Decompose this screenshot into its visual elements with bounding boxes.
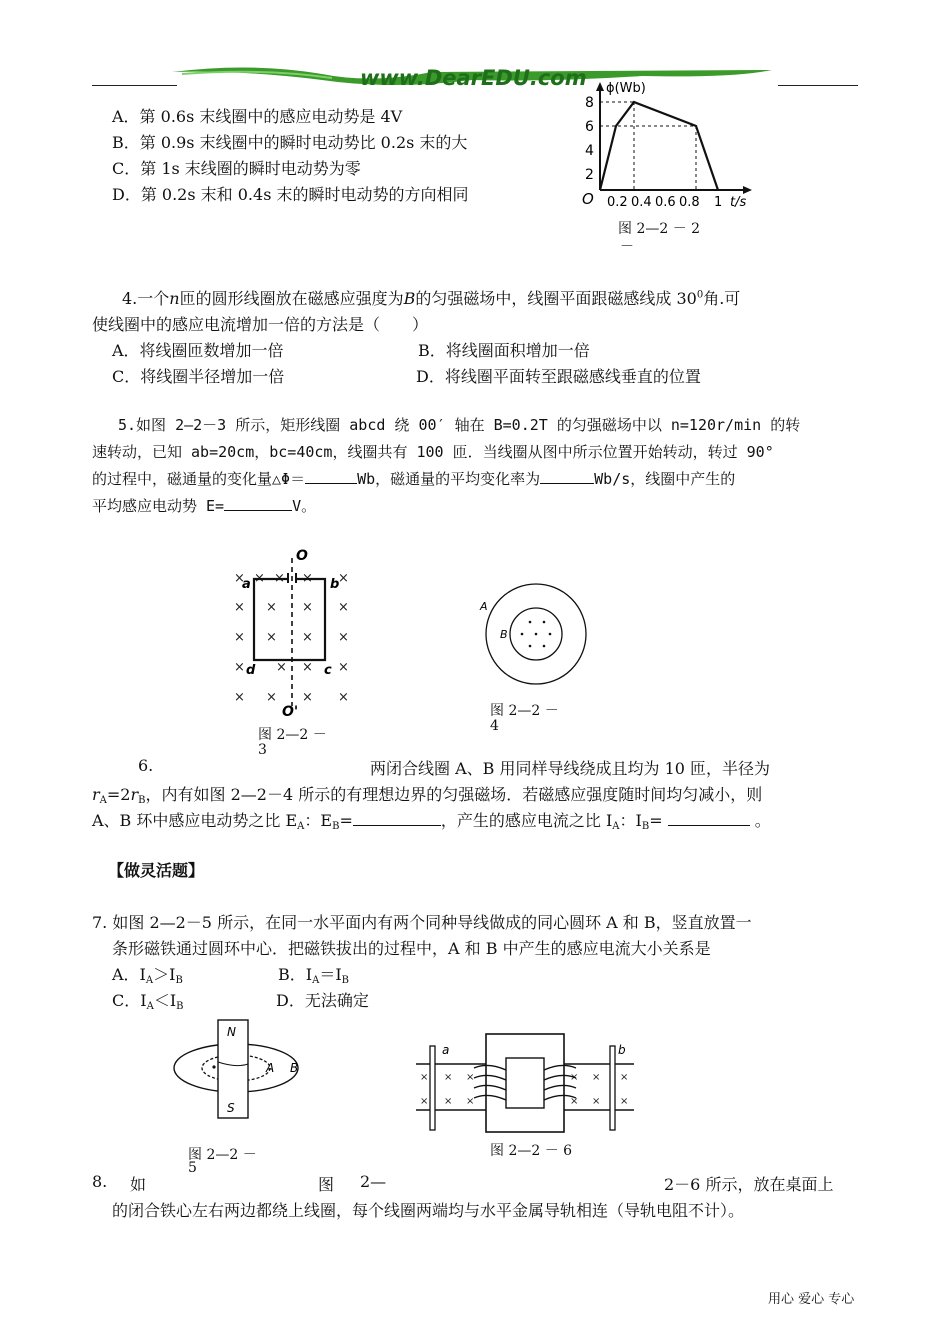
x-tick-1: 1 <box>714 195 723 210</box>
q8-word-ru: 如 <box>130 1175 147 1194</box>
y-axis-label: ϕ(Wb) <box>606 81 646 96</box>
svg-text:×: × <box>338 630 349 645</box>
header-rule-left <box>92 85 177 86</box>
q6-blank-current-ratio[interactable] <box>668 811 750 826</box>
svg-text:×: × <box>302 660 313 675</box>
q7-option-b: B．$I_A=I_B$ <box>278 965 350 986</box>
svg-text:×: × <box>234 600 245 615</box>
flux-curve <box>600 102 718 190</box>
label-d: d <box>246 663 256 678</box>
label-b: b <box>618 1043 626 1057</box>
x-tick-0.8: 0.8 <box>679 195 700 210</box>
q4-option-b: B．将线圈面积增加一倍 <box>418 341 590 360</box>
label-N: N <box>227 1025 236 1039</box>
label-B: B <box>290 1061 299 1075</box>
q5-blank-delta-phi[interactable] <box>305 469 357 484</box>
x-tick-0.2: 0.2 <box>607 195 628 210</box>
svg-text:×: × <box>444 1072 453 1083</box>
q5-line4: 平均感应电动势 E= V。 <box>92 497 317 515</box>
svg-text:×: × <box>444 1096 453 1107</box>
svg-text:×: × <box>274 571 285 586</box>
svg-text:×: × <box>302 600 313 615</box>
fig-2-2-2-caption-cont: － <box>620 239 634 255</box>
y-tick-6: 6 <box>585 119 594 135</box>
fig-2-2-6-caption: 图 2—2 － 6 <box>490 1143 573 1159</box>
y-tick-4: 4 <box>585 143 594 159</box>
q7-line2: 条形磁铁通过圆环中心．把磁铁拔出的过程中，A 和 B 中产生的感应电流大小关系是 <box>112 939 711 958</box>
q7-line1: 7. 如图 2—2－5 所示，在同一水平面内有两个同种导线做成的同心圆环 A 和 B，竖直放置一 <box>92 913 752 932</box>
svg-text:×: × <box>420 1096 429 1107</box>
q7-option-c: C．$I_A<I_B$ <box>112 991 184 1012</box>
svg-text:×: × <box>302 690 313 705</box>
q6-line3: A、B 环中感应电动势之比 $E_A$：$E_B=$ ，产生的感应电流之比 $I_A$：$I_B=$ 。 <box>92 811 771 832</box>
fig-2-2-2-caption: 图 2—2 － 2 <box>618 221 701 237</box>
fig-2-2-5-magnet-rings <box>166 1018 316 1122</box>
fig-2-2-6-core-rails <box>414 1028 636 1138</box>
fig-2-2-4-concentric-coils <box>474 580 594 690</box>
svg-text:×: × <box>276 660 287 675</box>
q6-line1: 两闭合线圈 A、B 用同样导线绕成且均为 10 匝，半径为 <box>370 759 771 778</box>
header-site-text: www.DearEDU.com <box>360 66 587 90</box>
q8-line2: 的闭合铁心左右两边都绕上线圈，每个线圈两端均与水平金属导轨相连（导轨电阻不计）。 <box>112 1201 745 1220</box>
fig-2-2-5-caption: 图 2—2 － <box>188 1147 257 1163</box>
svg-text:×: × <box>620 1072 629 1083</box>
section-title: 【做灵活题】 <box>108 861 205 880</box>
q4-option-c: C．将线圈半径增加一倍 <box>112 367 285 386</box>
svg-text:×: × <box>338 690 349 705</box>
fig-2-2-4-caption-cont: 4 <box>490 718 499 734</box>
q4-line1: 4.一个n匝的圆形线圈放在磁感应强度为B的匀强磁场中，线圈平面跟磁感线成 $30^0$角.可 <box>122 289 741 308</box>
header-rule-right <box>778 85 858 86</box>
svg-text:×: × <box>592 1072 601 1083</box>
svg-text:×: × <box>592 1096 601 1107</box>
label-c: c <box>324 663 332 678</box>
label-a: a <box>442 1043 450 1057</box>
q8-number: 8. <box>92 1172 108 1191</box>
svg-text:×: × <box>234 690 245 705</box>
svg-text:×: × <box>620 1096 629 1107</box>
svg-text:×: × <box>302 571 313 586</box>
label-A: A <box>266 1061 275 1075</box>
label-B: B <box>500 628 508 641</box>
q8-word-fig: 2— <box>360 1172 387 1191</box>
svg-text:×: × <box>234 660 245 675</box>
fig-2-2-3-caption-cont: 3 <box>258 742 267 758</box>
y-tick-8: 8 <box>585 95 594 111</box>
svg-text:×: × <box>466 1096 475 1107</box>
svg-text:×: × <box>570 1096 579 1107</box>
q5-blank-rate[interactable] <box>540 469 594 484</box>
q3-option-b: B．第 0.9s 末线圈中的瞬时电动势比 0.2s 末的大 <box>112 133 468 152</box>
q5-line1: 5.如图 2—2－3 所示，矩形线圈 abcd 绕 00′ 轴在 B=0.2T 的匀强磁场中以 n=120r/min 的转 <box>118 416 801 434</box>
fig-2-2-3-rect-coil <box>228 544 358 719</box>
svg-text:×: × <box>234 630 245 645</box>
q7-option-d: D．无法确定 <box>276 991 369 1010</box>
svg-text:×: × <box>338 660 349 675</box>
fig-2-2-4-caption: 图 2—2 － <box>490 703 559 719</box>
svg-text:×: × <box>466 1072 475 1083</box>
q5-blank-emf[interactable] <box>224 496 292 511</box>
fig-2-2-2-flux-graph <box>578 80 758 210</box>
bar-a <box>430 1046 435 1130</box>
q6-blank-emf-ratio[interactable] <box>353 811 441 826</box>
svg-text:×: × <box>570 1072 579 1083</box>
svg-text:×: × <box>302 630 313 645</box>
label-O-prime: O' <box>282 704 299 719</box>
x-axis-label: t/s <box>730 195 747 210</box>
label-O-top: O <box>296 548 308 564</box>
q4-line2: 使线圈中的感应电流增加一倍的方法是（ ） <box>92 315 429 334</box>
q7-option-a: A．$I_A>I_B$ <box>112 965 183 986</box>
q5-line3: 的过程中，磁通量的变化量△Φ＝ Wb，磁通量的平均变化率为 Wb/s，线圈中产生的 <box>92 470 736 488</box>
svg-text:×: × <box>254 571 265 586</box>
fig-2-2-3-caption: 图 2—2 － <box>258 727 327 743</box>
q8-line1-end: 2－6 所示，放在桌面上 <box>664 1175 834 1194</box>
svg-text:×: × <box>266 690 277 705</box>
label-a: a <box>242 577 251 592</box>
svg-text:×: × <box>420 1072 429 1083</box>
q3-option-d: D．第 0.2s 末和 0.4s 末的瞬时电动势的方向相同 <box>112 185 469 204</box>
bar-b <box>610 1046 615 1130</box>
x-tick-0.4: 0.4 <box>631 195 652 210</box>
label-A: A <box>480 600 488 613</box>
coil-abcd <box>254 579 325 660</box>
q6-number: 6. <box>138 756 154 775</box>
svg-text:×: × <box>234 571 245 586</box>
q4-option-a: A．将线圈匝数增加一倍 <box>112 341 284 360</box>
svg-text:×: × <box>266 600 277 615</box>
x-tick-0.6: 0.6 <box>655 195 676 210</box>
fig-2-2-5-caption-cont: 5 <box>188 1160 197 1176</box>
origin-label: O <box>582 190 594 208</box>
q6-line2: $r_A=2r_B$，内有如图 2—2－4 所示的有理想边界的匀强磁场．若磁感应强度随时间均匀减小，则 <box>92 785 763 806</box>
svg-text:×: × <box>338 571 349 586</box>
q5-line2: 速转动，已知 ab=20cm，bc=40cm，线圈共有 100 匝．当线圈从图中所示位置开始转动，转过 90° <box>92 443 774 461</box>
label-b: b <box>330 577 340 592</box>
label-S: S <box>227 1101 235 1115</box>
svg-text:×: × <box>266 630 277 645</box>
field-dots <box>521 621 552 648</box>
footer-text: 用心 爱心 专心 <box>768 1292 855 1307</box>
q3-option-a: A．第 0.6s 末线圈中的感应电动势是 4V <box>112 107 403 126</box>
q8-word-tu: 图 <box>318 1175 335 1194</box>
svg-text:×: × <box>338 600 349 615</box>
q4-option-d: D．将线圈平面转至跟磁感线垂直的位置 <box>416 367 701 386</box>
y-tick-2: 2 <box>585 167 594 183</box>
q3-option-c: C．第 1s 末线圈的瞬时电动势为零 <box>112 159 361 178</box>
